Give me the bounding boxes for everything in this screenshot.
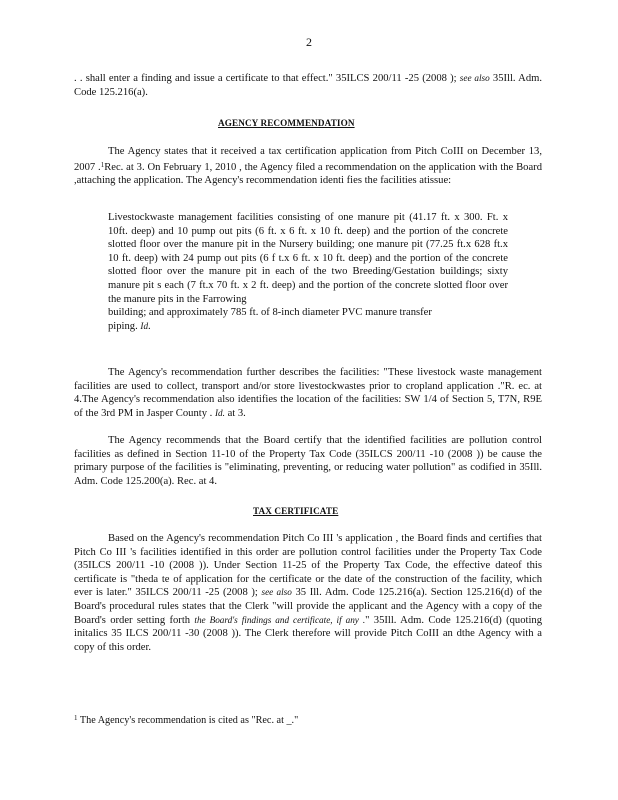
- page-number: 2: [306, 35, 312, 49]
- p2-text-a: The Agency's recommendation further describes the facilities: "These livestock waste management facilities are used to collect, transport and/or store livestockwastes prior to cropland application ."R. ec. at 4.The Agency's recommendation also identifies the location of the facilities: SW 1/4 of Section 5, T7N, R9E of the 3rd PM in Jasper County .: [74, 367, 542, 419]
- p4-see-also: see also: [261, 587, 292, 598]
- facility-quote: Livestockwaste management facilities consisting of one manure pit (41.17 ft. x 300. Ft. x 10ft. deep) and 10 pump out pits (6 ft. x 6 ft. x 10 ft. deep) and the portion of the concrete slotted floor over the manure pit in the Nursery building; one manure pit (77.25 ft.x 628 ft.x 10 ft. deep) with 24 pump out pits (6 f t.x 6 ft. x 10 ft. deep) and the portion of the concrete slotted floor over the manure pit in each of the two Breeding/Gestation buildings; sixty manure pit s each (7 ft.x 70 ft. x 2 ft. deep) and the portion of the concrete slotted floor over the manure pits in the Farrowing building; and approximately 785 ft. of 8-inch diameter PVC manure transfer piping. Id.: [108, 212, 508, 332]
- p4-text-b: 35 Ill. Adm. Code 125.216(a). Section 125.216(d) of the Board's procedural rules states that the Clerk "will provide the applicant and the Agency with a copy of the Board's order setting forth: [74, 587, 543, 626]
- agency-paragraph-2: [74, 366, 542, 420]
- p2-id: Id.: [214, 407, 225, 418]
- quote-id: Id: [140, 320, 149, 331]
- quote-line-c: piping.: [108, 320, 138, 332]
- tax-certificate-paragraph: [74, 532, 542, 654]
- footnote-number: 1: [74, 714, 78, 722]
- quote-line-b: building; and approximately 785 ft. of 8-inch diameter PVC manure transfer: [108, 307, 432, 319]
- p4-text-c: " 35Ill. Adm. Code 125.216(d) (quoting initalics 35 ILCS 200/11 -30 (2008 )). The Clerk therefore will provide Pitch CoIII an dthe Agency with a copy of this order.: [74, 614, 542, 653]
- p4-quoted-italic: the Board's findings and certificate, if any .: [194, 614, 366, 625]
- intro-text: . . shall enter a finding and issue a certificate to that effect." 35ILCS 200/11 -25 (2008 );: [74, 73, 457, 84]
- agency-paragraph-1: [74, 145, 542, 188]
- p2-text-b: at 3.: [227, 407, 246, 419]
- footnote-text: The Agency's recommendation is cited as "Rec. at _.": [79, 715, 299, 726]
- footnote: [74, 712, 298, 728]
- intro-paragraph: [74, 72, 542, 99]
- p3-text: The Agency recommends that the Board certify that the identified facilities are pollution control facilities as defined in Section 11-10 of the Property Tax Code (35ILCS 200/11 -10 (2008 )) be cause the primary purpose of the facilities is "eliminating, preventing, or reducing water pollution" as codified in 35Ill. Adm. Code 125.200(a). Rec. at 4.: [74, 435, 542, 487]
- p1-text-a: The Agency states that it received a tax certification application from Pitch CoIII on December 13, 2007 .: [74, 146, 542, 173]
- footnote-divider: [74, 703, 234, 704]
- intro-see-also: see also: [459, 73, 490, 83]
- intro-citation: 35Ill. Adm. Code 125.216(a).: [74, 73, 543, 98]
- p1-text-b: Rec. at 3. On February 1, 2010 , the Agency filed a recommendation on the application with the Board ,attaching the application. The Agency's recommendation identi fies the facilities atissue:: [74, 161, 542, 187]
- quote-main: Livestockwaste management facilities consisting of one manure pit (41.17 ft. x 300. Ft. x 10ft. deep) and 10 pump out pits (6 ft. x 6 ft. x 10 ft. deep) and the portion of the concrete slotted floor over the manure pit in the Nursery building; one manure pit (77.25 ft.x 628 ft.x 10 ft. deep) with 24 pump out pits (6 f t.x 6 ft. x 10 ft. deep) and the portion of the concrete slotted floor over the manure pit in each of the two Breeding/Gestation buildings; sixty manure pit s each (7 ft.x 70 ft. x 2 ft. deep) and the portion of the concrete slotted floor over the manure pits in the Farrowing: [108, 212, 508, 305]
- p4-text-a: Based on the Agency's recommendation Pitch Co III 's application , the Board finds and certifies that Pitch Co III 's facilities identified in this order are pollution control facilities under the Property Tax Code (35ILCS 200/11 -10 (2008 )). Under Section 11-25 of the Property Tax Code, the effective dateof this certificate is "theda te of application for the certificate or the date of the construction of the facility, which ever is later." 35ILCS 200/11 -25 (2008 );: [74, 533, 542, 599]
- heading-tax-certificate: TAX CERTIFICATE: [253, 506, 339, 516]
- agency-paragraph-3: [74, 434, 542, 488]
- footnote-reference: 1: [100, 160, 105, 169]
- heading-agency-recommendation: AGENCY RECOMMENDATION: [218, 118, 355, 128]
